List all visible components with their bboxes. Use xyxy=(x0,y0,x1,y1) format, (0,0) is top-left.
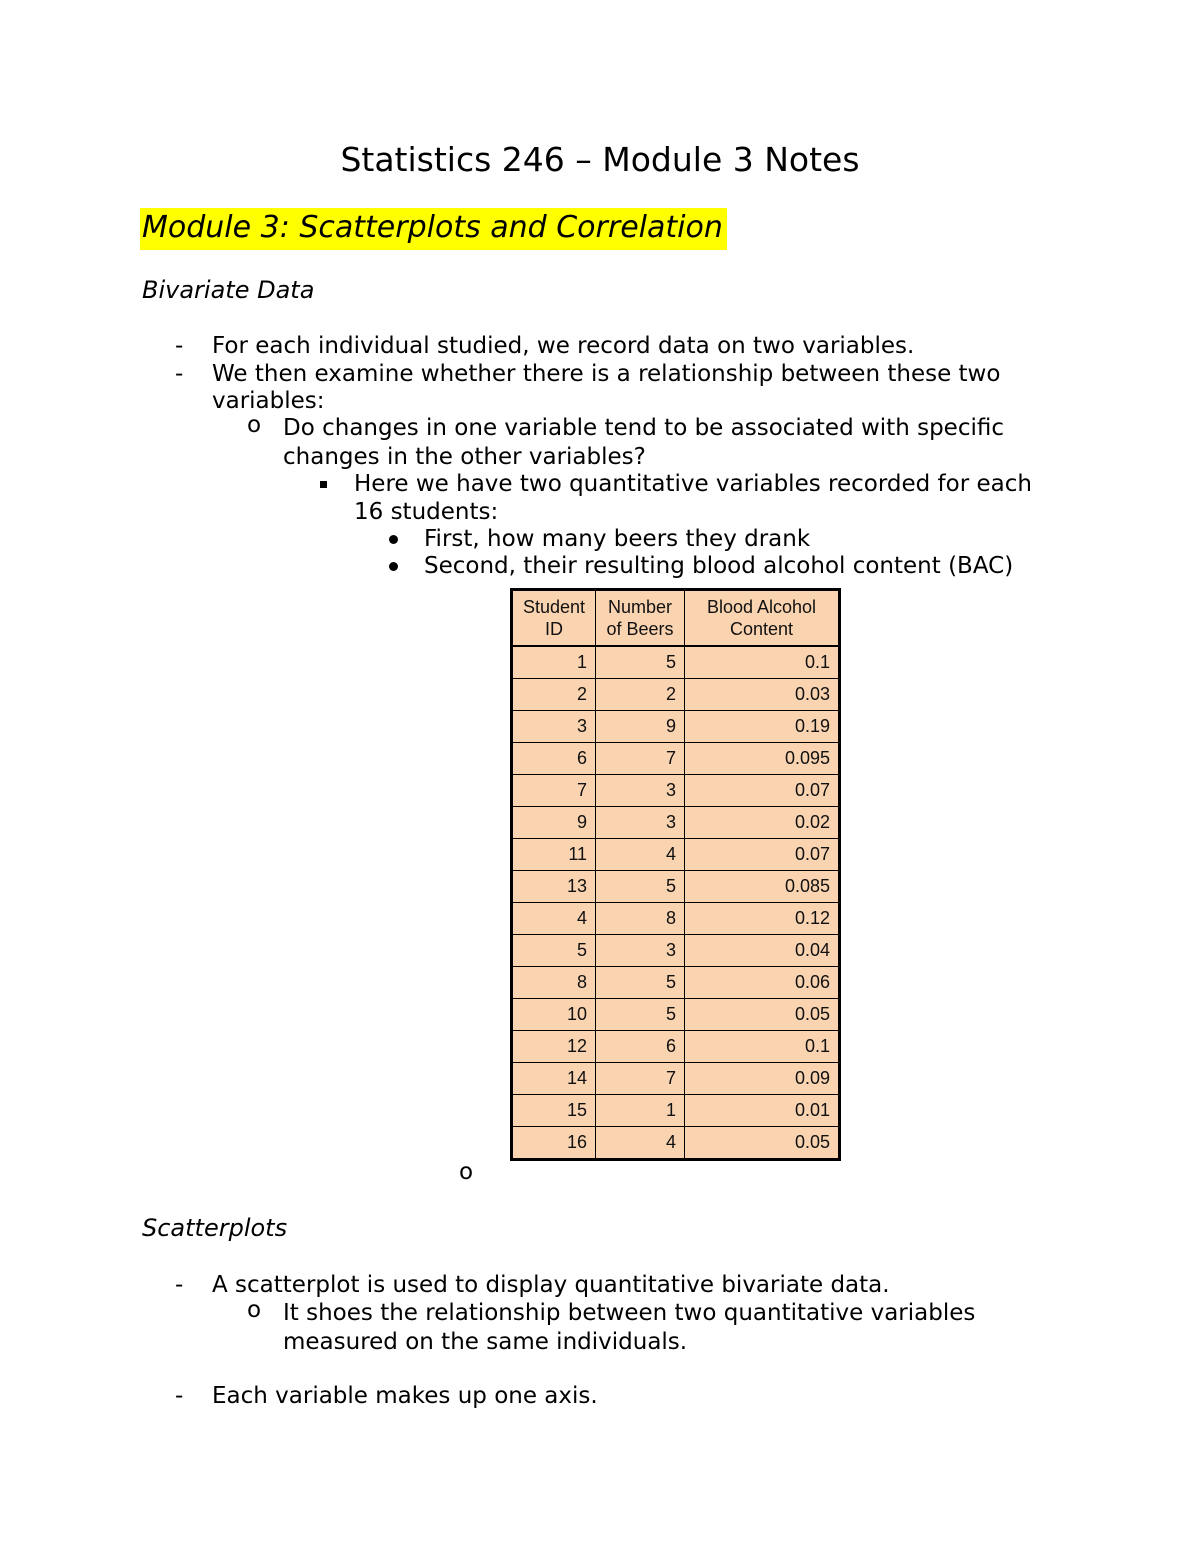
bivariate-sub-1-line2: changes in the other variables? xyxy=(283,444,646,470)
cell-number-of-beers: 4 xyxy=(596,1127,685,1160)
bivariate-sub-3a: First, how many beers they drank xyxy=(424,526,811,552)
cell-student-id: 12 xyxy=(512,1031,596,1063)
cell-number-of-beers: 3 xyxy=(596,807,685,839)
cell-number-of-beers: 3 xyxy=(596,935,685,967)
square-bullet-icon xyxy=(320,481,327,488)
cell-bac: 0.1 xyxy=(685,1031,840,1063)
header-student-id: Student ID xyxy=(512,590,596,647)
cell-number-of-beers: 8 xyxy=(596,903,685,935)
scatter-sub-1-line2: measured on the same individuals. xyxy=(283,1329,688,1355)
cell-number-of-beers: 5 xyxy=(596,871,685,903)
dash-bullet: - xyxy=(175,1272,184,1298)
cell-number-of-beers: 4 xyxy=(596,839,685,871)
scatter-bullet-2: Each variable makes up one axis. xyxy=(212,1383,598,1409)
section-heading-bivariate: Bivariate Data xyxy=(142,276,315,304)
bivariate-sub-3b: Second, their resulting blood alcohol content (BAC) xyxy=(424,553,1014,579)
table-row xyxy=(512,1127,840,1160)
cell-student-id: 2 xyxy=(512,679,596,711)
header-number-of-beers: Number of Beers xyxy=(596,590,685,647)
table-row xyxy=(512,775,840,807)
cell-bac: 0.1 xyxy=(685,646,840,679)
table-row xyxy=(512,967,840,999)
cell-bac: 0.06 xyxy=(685,967,840,999)
cell-number-of-beers: 5 xyxy=(596,967,685,999)
circle-bullet: o xyxy=(459,1159,474,1185)
cell-bac: 0.05 xyxy=(685,1127,840,1160)
bivariate-sub-2-line1: Here we have two quantitative variables recorded for each xyxy=(354,471,1032,497)
cell-bac: 0.095 xyxy=(685,743,840,775)
table-row xyxy=(512,646,840,679)
circle-bullet: o xyxy=(247,412,262,438)
cell-number-of-beers: 5 xyxy=(596,999,685,1031)
cell-number-of-beers: 7 xyxy=(596,743,685,775)
cell-student-id: 11 xyxy=(512,839,596,871)
cell-student-id: 4 xyxy=(512,903,596,935)
cell-student-id: 5 xyxy=(512,935,596,967)
cell-student-id: 13 xyxy=(512,871,596,903)
table-row xyxy=(512,1063,840,1095)
cell-bac: 0.085 xyxy=(685,871,840,903)
bivariate-sub-2-line2: 16 students: xyxy=(354,499,499,525)
cell-number-of-beers: 9 xyxy=(596,711,685,743)
cell-bac: 0.04 xyxy=(685,935,840,967)
cell-bac: 0.05 xyxy=(685,999,840,1031)
cell-bac: 0.01 xyxy=(685,1095,840,1127)
cell-student-id: 1 xyxy=(512,646,596,679)
cell-student-id: 14 xyxy=(512,1063,596,1095)
table-row xyxy=(512,999,840,1031)
bivariate-bullet-2-line2: variables: xyxy=(212,388,325,414)
scatter-bullet-1: A scatterplot is used to display quantitative bivariate data. xyxy=(212,1272,890,1298)
table-row xyxy=(512,1095,840,1127)
dash-bullet: - xyxy=(175,1383,184,1409)
cell-student-id: 7 xyxy=(512,775,596,807)
cell-bac: 0.19 xyxy=(685,711,840,743)
cell-student-id: 6 xyxy=(512,743,596,775)
dash-bullet: - xyxy=(175,333,184,359)
circle-bullet: o xyxy=(247,1297,262,1323)
table-row xyxy=(512,743,840,775)
cell-number-of-beers: 1 xyxy=(596,1095,685,1127)
cell-bac: 0.09 xyxy=(685,1063,840,1095)
cell-number-of-beers: 5 xyxy=(596,646,685,679)
table-header-row xyxy=(512,590,840,647)
cell-bac: 0.12 xyxy=(685,903,840,935)
scatter-sub-1-line1: It shoes the relationship between two quantitative variables xyxy=(283,1300,976,1326)
table-row xyxy=(512,839,840,871)
dot-bullet-icon xyxy=(389,562,398,571)
module-heading: Module 3: Scatterplots and Correlation xyxy=(140,208,727,250)
cell-number-of-beers: 2 xyxy=(596,679,685,711)
table-row xyxy=(512,711,840,743)
cell-bac: 0.03 xyxy=(685,679,840,711)
table-row xyxy=(512,935,840,967)
dash-bullet: - xyxy=(175,361,184,387)
document-title: Statistics 246 – Module 3 Notes xyxy=(340,140,860,179)
table-row xyxy=(512,871,840,903)
cell-student-id: 8 xyxy=(512,967,596,999)
bivariate-bullet-2-line1: We then examine whether there is a relationship between these two xyxy=(212,361,1001,387)
beers-bac-table xyxy=(510,588,841,1161)
cell-number-of-beers: 3 xyxy=(596,775,685,807)
table-row xyxy=(512,807,840,839)
table-row xyxy=(512,1031,840,1063)
dot-bullet-icon xyxy=(389,535,398,544)
cell-student-id: 3 xyxy=(512,711,596,743)
cell-number-of-beers: 6 xyxy=(596,1031,685,1063)
bivariate-bullet-1: For each individual studied, we record data on two variables. xyxy=(212,333,915,359)
header-blood-alcohol-content: Blood Alcohol Content xyxy=(685,590,840,647)
cell-bac: 0.02 xyxy=(685,807,840,839)
cell-student-id: 9 xyxy=(512,807,596,839)
table-row xyxy=(512,903,840,935)
cell-bac: 0.07 xyxy=(685,839,840,871)
cell-bac: 0.07 xyxy=(685,775,840,807)
cell-student-id: 10 xyxy=(512,999,596,1031)
cell-number-of-beers: 7 xyxy=(596,1063,685,1095)
cell-student-id: 15 xyxy=(512,1095,596,1127)
section-heading-scatterplots: Scatterplots xyxy=(142,1214,288,1242)
bivariate-sub-1-line1: Do changes in one variable tend to be associated with specific xyxy=(283,415,1004,441)
table-row xyxy=(512,679,840,711)
cell-student-id: 16 xyxy=(512,1127,596,1160)
